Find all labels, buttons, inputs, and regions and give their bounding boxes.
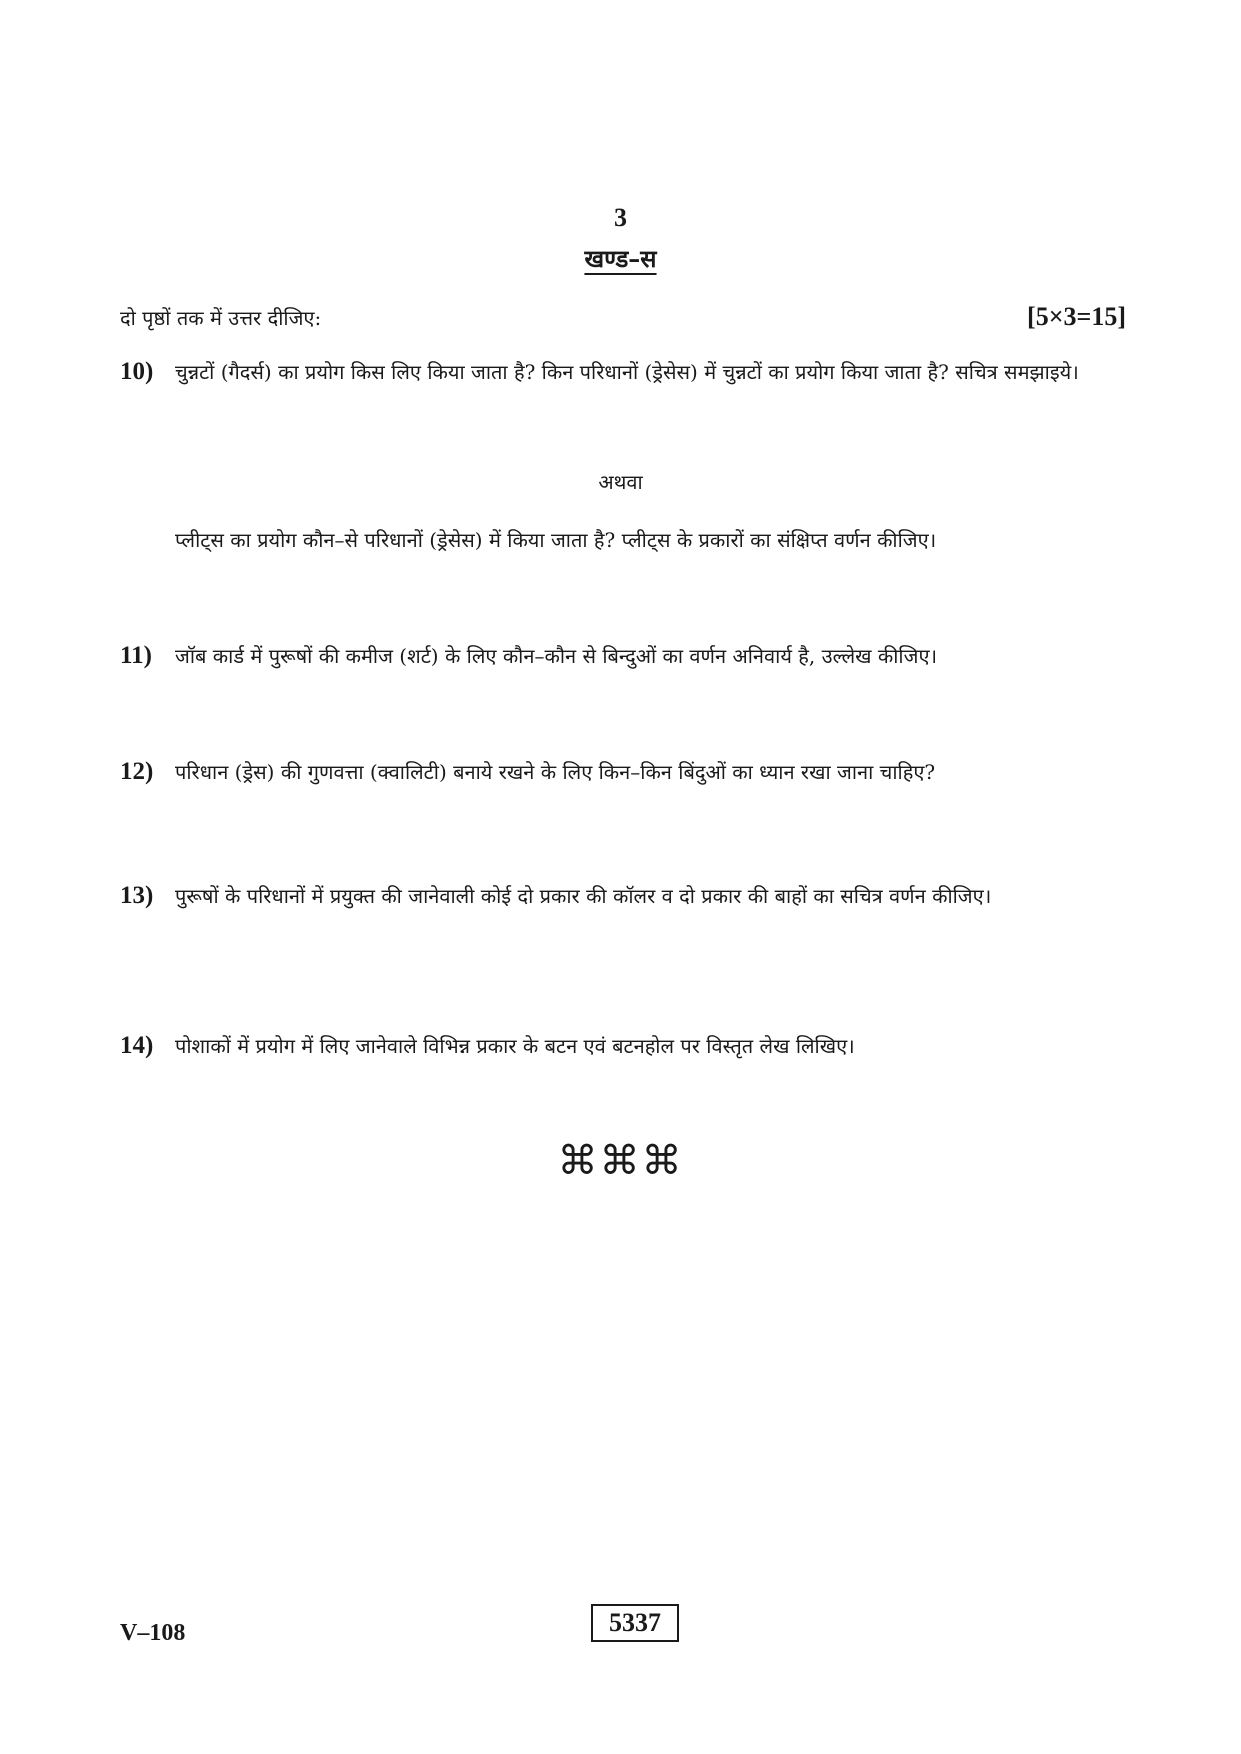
section-title-text: खण्ड–स — [584, 244, 657, 273]
instruction-row — [120, 302, 1126, 332]
question-13 — [120, 876, 1130, 916]
question-text: चुन्नटों (गैदर्स) का प्रयोग किस लिए किया जाता है? किन परिधानों (ड्रेसेस) में चुन्नटों का प्रयोग किया जाता है? सचित्र समझाइये। — [175, 360, 1079, 384]
marks-allocation: [5×3=15] — [1027, 302, 1126, 331]
question-text: परिधान (ड्रेस) की गुणवत्ता (क्वालिटी) बनाये रखने के लिए किन–किन बिंदुओं का ध्यान रखा जाना चाहिए? — [175, 760, 936, 784]
question-number: 12) — [120, 758, 154, 785]
question-11 — [120, 636, 1130, 676]
question-text: पुरूषों के परिधानों में प्रयुक्त की जानेवाली कोई दो प्रकार की कॉलर व दो प्रकार की बाहों का सचित्र वर्णन कीजिए। — [175, 884, 992, 908]
question-text: जॉब कार्ड में पुरूषों की कमीज (शर्ट) के लिए कौन–कौन से बिन्दुओं का वर्णन अनिवार्य है, उल्लेख कीजिए। — [175, 644, 938, 668]
question-12 — [120, 752, 1130, 792]
page-number: 3 — [614, 203, 627, 232]
question-number: 10) — [120, 358, 154, 385]
paper-code: V–108 — [120, 1620, 186, 1646]
or-label: अथवा — [598, 470, 643, 494]
booklet-number-box: 5337 — [591, 1604, 679, 1642]
end-of-paper-marker: ⌘⌘⌘ — [557, 1138, 684, 1184]
instruction-text: दो पृष्ठों तक में उत्तर दीजिए: — [120, 306, 322, 330]
question-number: 14) — [120, 1032, 154, 1059]
question-10-alternative: प्लीट्स का प्रयोग कौन–से परिधानों (ड्रेसेस) में किया जाता है? प्लीट्स के प्रकारों का संक्षिप्त वर्णन कीजिए। — [175, 528, 937, 552]
question-number: 13) — [120, 882, 154, 909]
question-number: 11) — [120, 642, 152, 669]
question-text: पोशाकों में प्रयोग में लिए जानेवाले विभिन्न प्रकार के बटन एवं बटनहोल पर विस्तृत लेख लिखिए। — [175, 1034, 855, 1058]
question-10 — [120, 352, 1130, 392]
question-14 — [120, 1026, 1130, 1066]
section-title — [0, 242, 1241, 275]
